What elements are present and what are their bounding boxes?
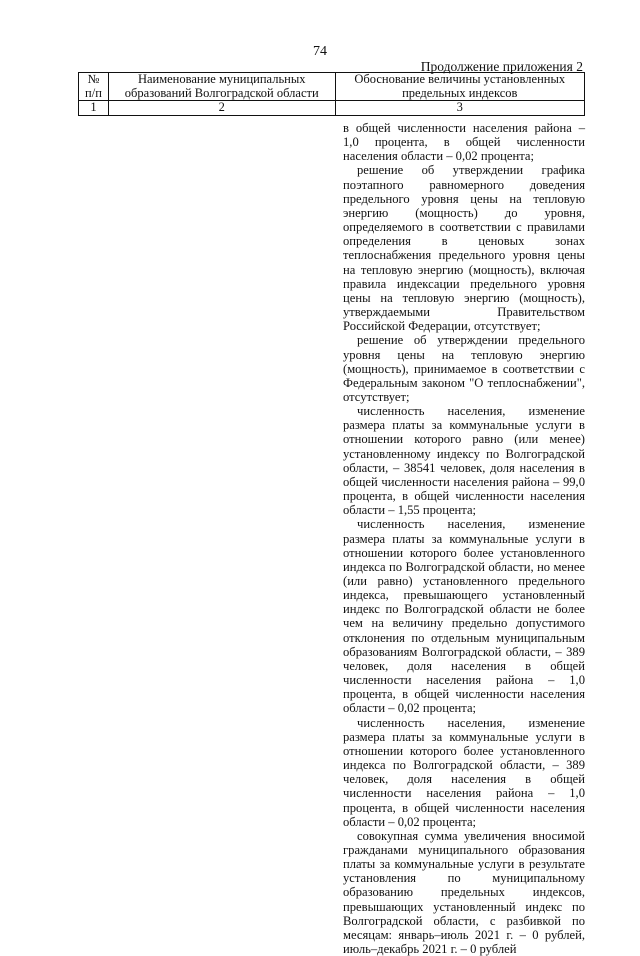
appendix-continuation-label: Продолжение приложения 2 (420, 59, 583, 74)
header-justification: Обоснование величины установленных предельных индексов (335, 73, 584, 101)
column-number: 1 (79, 101, 109, 116)
appendix-table (78, 72, 585, 116)
header-number: № п/п (79, 73, 109, 101)
paragraph: численность населения, изменение размера платы за коммунальные услуги в отношении которого равно (или менее) установленному индексу по Волгоградской области, – 38541 человек, доля населения в общей численности населения района – 99,0 процента, в общей численности населения области – 1,55 процента; (343, 404, 585, 518)
header-municipality-name: Наименование муниципальных образований Волгоградской области (108, 73, 335, 101)
paragraph: совокупная сумма увеличения вносимой гражданами муниципального образования платы за коммунальные услуги в результате установления по муниципальному образованию предельных индексов, превышающих установленный индекс по Волгоградской области, с разбивкой по месяцам: январь–июль 2021 г. – 0 рублей, июль–декабрь 2021 г. – 0 рублей (343, 828, 585, 956)
table-header-row (79, 73, 585, 101)
page-number: 74 (313, 44, 327, 59)
paragraph: в общей численности населения района – 1,0 процента, в общей численности населения области – 0,02 процента; (343, 121, 585, 164)
justification-text (343, 121, 585, 956)
column-number: 2 (108, 101, 335, 116)
paragraph: решение об утверждении графика поэтапного равномерного доведения предельного уровня цены на тепловую энергию (мощность) до уровня, определяемого в соответствии с правилами определения в ценовых зонах теплоснабжения предельного уровня цены на тепловую энергию (мощность), включая правила индексации предельного уровня цены на тепловую энергию (мощность), утверждаемыми Правительством Российской Федерации, отсутствует; (343, 163, 585, 334)
paragraph: численность населения, изменение размера платы за коммунальные услуги в отношении которого более установленного индекса по Волгоградской области, – 389 человек, доля населения в общей численности населения района – 1,0 процента, в общей численности населения области – 0,02 процента; (343, 715, 585, 829)
column-number: 3 (335, 101, 584, 116)
paragraph: численность населения, изменение размера платы за коммунальные услуги в отношении которого более установленного индекса по Волгоградской области, но менее (или равно) установленного предельного индекса, превышающего установленный индекс по Волгоградской области не более чем на величину предельно допустимого отклонения по отдельным муниципальным образованиям Волгоградской области, – 389 человек, доля населения в общей численности населения района – 1,0 процента, в общей численности населения области – 0,02 процента; (343, 517, 585, 716)
paragraph: решение об утверждении предельного уровня цены на тепловую энергию (мощность), принимаемое в соответствии с Федеральным законом "О теплоснабжении", отсутствует; (343, 333, 585, 404)
table-column-numbers-row (79, 101, 585, 116)
